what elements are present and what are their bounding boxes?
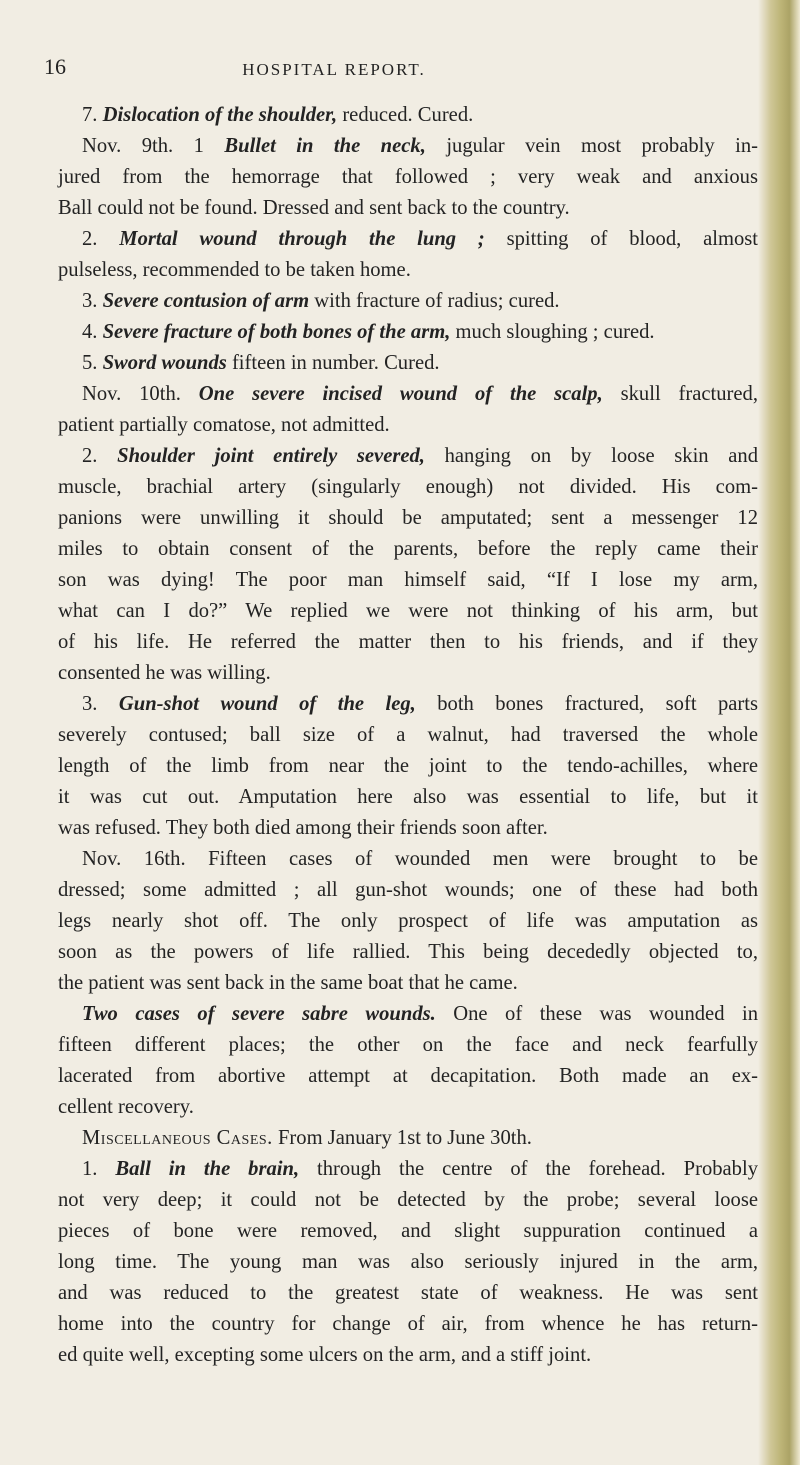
text-line: [58, 937, 758, 968]
text-run: muscle, brachial artery (singularly enough) not divided. His com-: [58, 476, 758, 498]
text-run: reduced. Cured.: [337, 104, 474, 126]
text-run: severely contused; ball size of a walnut, had traversed the whole: [58, 724, 758, 746]
text-run: jured from the hemorrage that followed ; very weak and anxious: [58, 166, 758, 188]
text-line: [58, 1216, 758, 1247]
text-run: hanging on by loose skin and: [424, 445, 758, 467]
text-line: [58, 1340, 758, 1371]
text-line: [58, 751, 758, 782]
text-line: [58, 1278, 758, 1309]
text-line: [58, 472, 758, 503]
page-edge-shadow: [758, 0, 800, 1465]
text-run: spitting of blood, almost: [484, 228, 759, 250]
text-line: [58, 379, 758, 410]
text-run: consented he was willing.: [58, 662, 271, 684]
text-run: 1.: [82, 1158, 116, 1180]
text-line: [58, 534, 758, 565]
text-run: Ball could not be found. Dressed and sent back to the country.: [58, 197, 570, 219]
text-run: not very deep; it could not be detected by the probe; several loose: [58, 1189, 758, 1211]
text-run: legs nearly shot off. The only prospect of life was amputation as: [58, 910, 758, 932]
text-line: [58, 193, 758, 224]
text-line: [58, 782, 758, 813]
text-line: [58, 565, 758, 596]
italic-heading: Severe contusion of arm: [102, 290, 310, 312]
text-run: Nov. 9th. 1: [82, 135, 225, 157]
text-run: pieces of bone were removed, and slight suppuration continued a: [58, 1220, 758, 1242]
text-line: [58, 658, 758, 689]
text-line: [58, 348, 758, 379]
italic-heading: Gun-shot wound of the leg,: [118, 693, 416, 715]
italic-heading: Dislocation of the shoulder,: [102, 104, 338, 126]
text-run: Nov. 16th. Fifteen cases of wounded men were brought to be: [82, 848, 758, 870]
italic-heading: Bullet in the neck,: [224, 135, 426, 157]
text-line: [58, 224, 758, 255]
text-run: jugular vein most probably in-: [425, 135, 759, 157]
text-run: miles to obtain consent of the parents, before the reply came their: [58, 538, 758, 560]
text-line: [58, 1030, 758, 1061]
text-run: through the centre of the forehead. Probably: [299, 1158, 759, 1180]
small-caps-heading: Miscellaneous Cases.: [82, 1127, 273, 1149]
text-line: [58, 255, 758, 286]
text-run: ed quite well, excepting some ulcers on the arm, and a stiff joint.: [58, 1344, 592, 1366]
text-run: One of these was wounded in: [435, 1003, 758, 1025]
italic-heading: Ball in the brain,: [115, 1158, 300, 1180]
text-line: [58, 844, 758, 875]
text-line: [58, 689, 758, 720]
text-line: [58, 1123, 758, 1154]
text-line: [58, 999, 758, 1030]
text-run: fifteen in number. Cured.: [226, 352, 440, 374]
text-run: long time. The young man was also seriously injured in the arm,: [58, 1251, 758, 1273]
text-run: 7.: [82, 104, 103, 126]
text-run: patient partially comatose, not admitted.: [58, 414, 390, 436]
text-run: and was reduced to the greatest state of weakness. He was sent: [58, 1282, 758, 1304]
text-line: [58, 100, 758, 131]
text-line: [58, 1154, 758, 1185]
text-line: [58, 162, 758, 193]
text-line: [58, 503, 758, 534]
text-run: it was cut out. Amputation here also was essential to life, but it: [58, 786, 758, 808]
text-line: [58, 1309, 758, 1340]
text-run: was refused. They both died among their friends soon after.: [58, 817, 548, 839]
text-line: [58, 596, 758, 627]
text-run: Nov. 10th.: [82, 383, 199, 405]
italic-heading: Severe fracture of both bones of the arm,: [102, 321, 451, 343]
text-run: son was dying! The poor man himself said, “If I lose my arm,: [58, 569, 758, 591]
text-run: much sloughing ; cured.: [450, 321, 655, 343]
page-header: [44, 54, 744, 86]
text-line: [58, 1185, 758, 1216]
text-run: dressed; some admitted ; all gun-shot wounds; one of these had both: [58, 879, 758, 901]
text-line: [58, 441, 758, 472]
italic-heading: Mortal wound through the lung ;: [119, 228, 485, 250]
text-run: home into the country for change of air, from whence he has return-: [58, 1313, 758, 1335]
text-line: [58, 875, 758, 906]
report-body: [58, 100, 758, 1371]
page-number: 16: [44, 54, 66, 79]
text-run: both bones fractured, soft parts: [415, 693, 759, 715]
text-line: [58, 627, 758, 658]
text-run: fifteen different places; the other on the face and neck fearfully: [58, 1034, 758, 1056]
text-run: 2.: [82, 445, 118, 467]
text-line: [58, 286, 758, 317]
text-line: [58, 1061, 758, 1092]
text-run: length of the limb from near the joint to the tendo-achilles, where: [58, 755, 758, 777]
text-line: [58, 813, 758, 844]
text-run: pulseless, recommended to be taken home.: [58, 259, 411, 281]
text-line: [58, 906, 758, 937]
text-run: 4.: [82, 321, 103, 343]
text-run: skull fractured,: [602, 383, 758, 405]
text-run: From January 1st to June 30th.: [272, 1127, 532, 1149]
text-run: the patient was sent back in the same boat that he came.: [58, 972, 518, 994]
text-run: soon as the powers of life rallied. This being decededly objected to,: [58, 941, 758, 963]
text-line: [58, 968, 758, 999]
italic-heading: One severe incised wound of the scalp,: [198, 383, 603, 405]
text-run: 3.: [82, 290, 103, 312]
running-head: HOSPITAL REPORT.: [242, 60, 426, 79]
text-run: panions were unwilling it should be amputated; sent a messenger 12: [58, 507, 758, 529]
text-line: [58, 410, 758, 441]
text-run: with fracture of radius; cured.: [309, 290, 560, 312]
text-run: what can I do?” We replied we were not thinking of his arm, but: [58, 600, 758, 622]
text-run: 3.: [82, 693, 119, 715]
text-line: [58, 317, 758, 348]
text-run: of his life. He referred the matter then to his friends, and if they: [58, 631, 758, 653]
italic-heading: Sword wounds: [102, 352, 227, 374]
text-run: cellent recovery.: [58, 1096, 194, 1118]
italic-heading: Two cases of severe sabre wounds.: [82, 1003, 436, 1025]
text-line: [58, 1247, 758, 1278]
text-run: 2.: [82, 228, 120, 250]
text-run: lacerated from abortive attempt at decapitation. Both made an ex-: [58, 1065, 758, 1087]
italic-heading: Shoulder joint entirely severed,: [117, 445, 425, 467]
text-line: [58, 1092, 758, 1123]
text-run: 5.: [82, 352, 103, 374]
text-line: [58, 131, 758, 162]
text-line: [58, 720, 758, 751]
